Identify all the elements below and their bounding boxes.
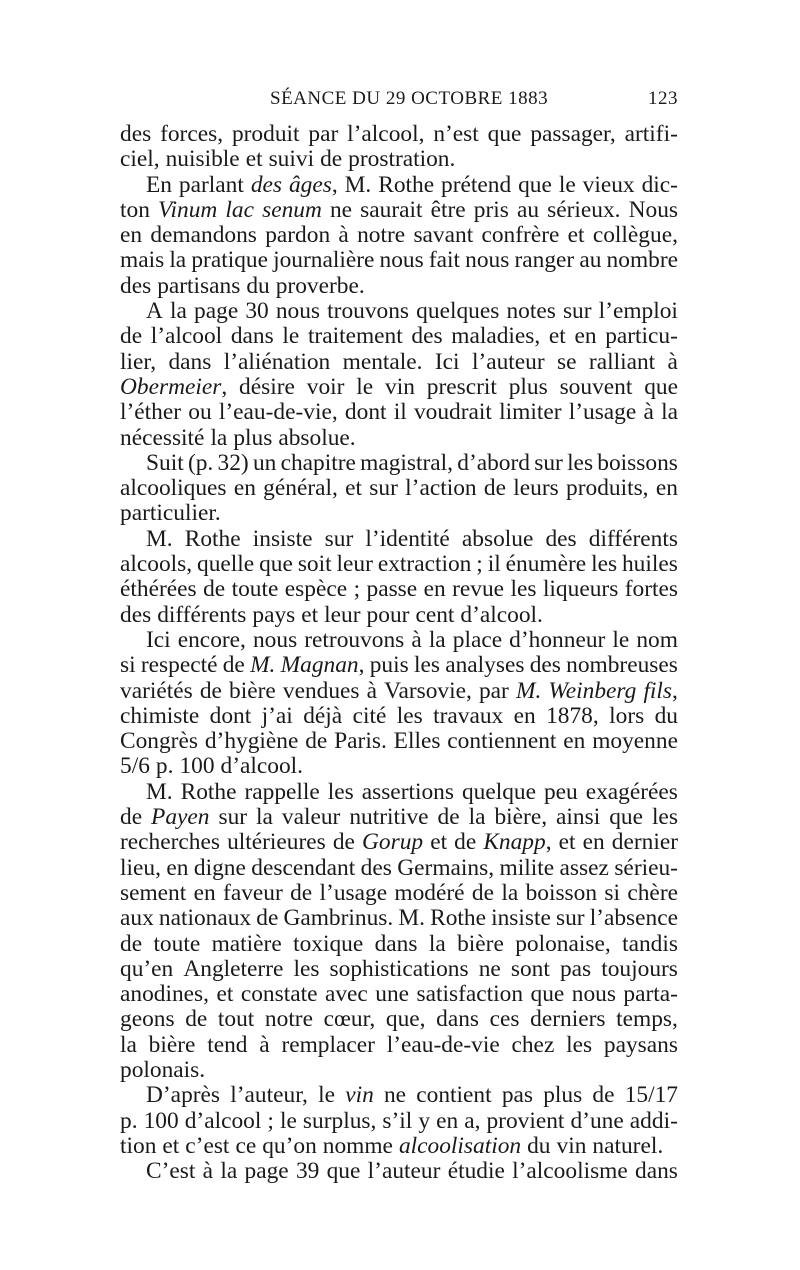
text-line: alcooliques en général, et sur l’action de leurs produits, en	[120, 475, 678, 502]
text-line: des forces, produit par l’alcool, n’est que passager, artifi-	[120, 121, 678, 147]
text-line: Suit (p. 32) un chapitre magistral, d’abord sur les boissons	[146, 449, 678, 476]
text-line: de l’alcool dans le traitement des maladies, et en particu-	[120, 323, 678, 350]
text-line: D’après l’auteur, le vin ne contient pas plus de 15/17	[146, 1082, 678, 1109]
text-line: Ici encore, nous retrouvons à la place d’honneur le nom	[146, 626, 678, 653]
text-line: p. 100 d’alcool ; le surplus, s’il y en a, provient d’une addi-	[120, 1107, 678, 1134]
text-line: nécessité la plus absolue.	[120, 424, 356, 451]
book-page	[120, 88, 678, 1184]
text-line: si respecté de M. Magnan, puis les analyses des nombreuses	[120, 652, 678, 679]
text-line: polonais.	[120, 1056, 206, 1083]
text-line: particulier.	[120, 500, 221, 527]
text-line: en demandons pardon à notre savant confrère et collègue,	[120, 222, 678, 249]
text-line: des différents pays et leur pour cent d’alcool.	[120, 601, 543, 628]
text-line: sement en faveur de l’usage modéré de la boisson si chère	[120, 879, 678, 906]
text-line: lieu, en digne descendant des Germains, milite assez sérieu-	[120, 854, 678, 881]
text-line: En parlant des âges, M. Rothe prétend que le vieux dic-	[146, 171, 678, 198]
text-line: de Payen sur la valeur nutritive de la bière, ainsi que les	[120, 804, 678, 831]
text-line: alcools, quelle que soit leur extraction ; il énumère les huiles	[120, 551, 678, 578]
text-line: aux nationaux de Gambrinus. M. Rothe insiste sur l’absence	[120, 905, 678, 932]
text-line: C’est à la page 39 que l’auteur étudie l’alcoolisme dans	[146, 1158, 678, 1185]
text-line: l’éther ou l’eau-de-vie, dont il voudrait limiter l’usage à la	[120, 399, 678, 426]
text-line: chimiste dont j’ai déjà cité les travaux en 1878, lors du	[120, 702, 678, 729]
text-line: ciel, nuisible et suivi de prostration.	[120, 146, 456, 173]
text-line: 5/6 p. 100 d’alcool.	[120, 753, 304, 780]
text-line: ton Vinum lac senum ne saurait être pris au sérieux. Nous	[120, 196, 678, 223]
text-line: qu’en Angleterre les sophistications ne sont pas toujours	[120, 955, 678, 982]
text-line: Congrès d’hygiène de Paris. Elles contiennent en moyenne	[120, 728, 678, 755]
text-line: mais la pratique journalière nous fait nous ranger au nombre	[120, 247, 678, 274]
text-line: M. Rothe rappelle les assertions quelque peu exagérées	[146, 778, 678, 805]
running-head: SÉANCE DU 29 OCTOBRE 1883	[270, 88, 549, 109]
text-line: variétés de bière vendues à Varsovie, par M. Weinberg fils,	[120, 677, 678, 704]
text-line: Obermeier, désire voir le vin prescrit plus souvent que	[120, 373, 678, 400]
page-number: 123	[648, 88, 678, 109]
text-line: lier, dans l’aliénation mentale. Ici l’auteur se ralliant à	[120, 348, 678, 375]
text-line: A la page 30 nous trouvons quelques notes sur l’emploi	[146, 298, 678, 325]
text-line: geons de tout notre cœur, que, dans ces derniers temps,	[120, 1006, 678, 1033]
text-line: éthérées de toute espèce ; passe en revue les liqueurs fortes	[120, 576, 678, 603]
text-line: des partisans du proverbe.	[120, 272, 365, 299]
page-header	[120, 88, 678, 122]
body-text	[120, 122, 678, 1184]
text-line: de toute matière toxique dans la bière polonaise, tandis	[120, 930, 678, 957]
text-line: M. Rothe insiste sur l’identité absolue des différents	[146, 525, 678, 552]
text-line: la bière tend à remplacer l’eau-de-vie chez les paysans	[120, 1031, 678, 1058]
text-line: tion et c’est ce qu’on nomme alcoolisation du vin naturel.	[120, 1132, 664, 1159]
text-line: recherches ultérieures de Gorup et de Knapp, et en dernier	[120, 829, 678, 856]
text-line: anodines, et constate avec une satisfaction que nous parta-	[120, 981, 678, 1008]
